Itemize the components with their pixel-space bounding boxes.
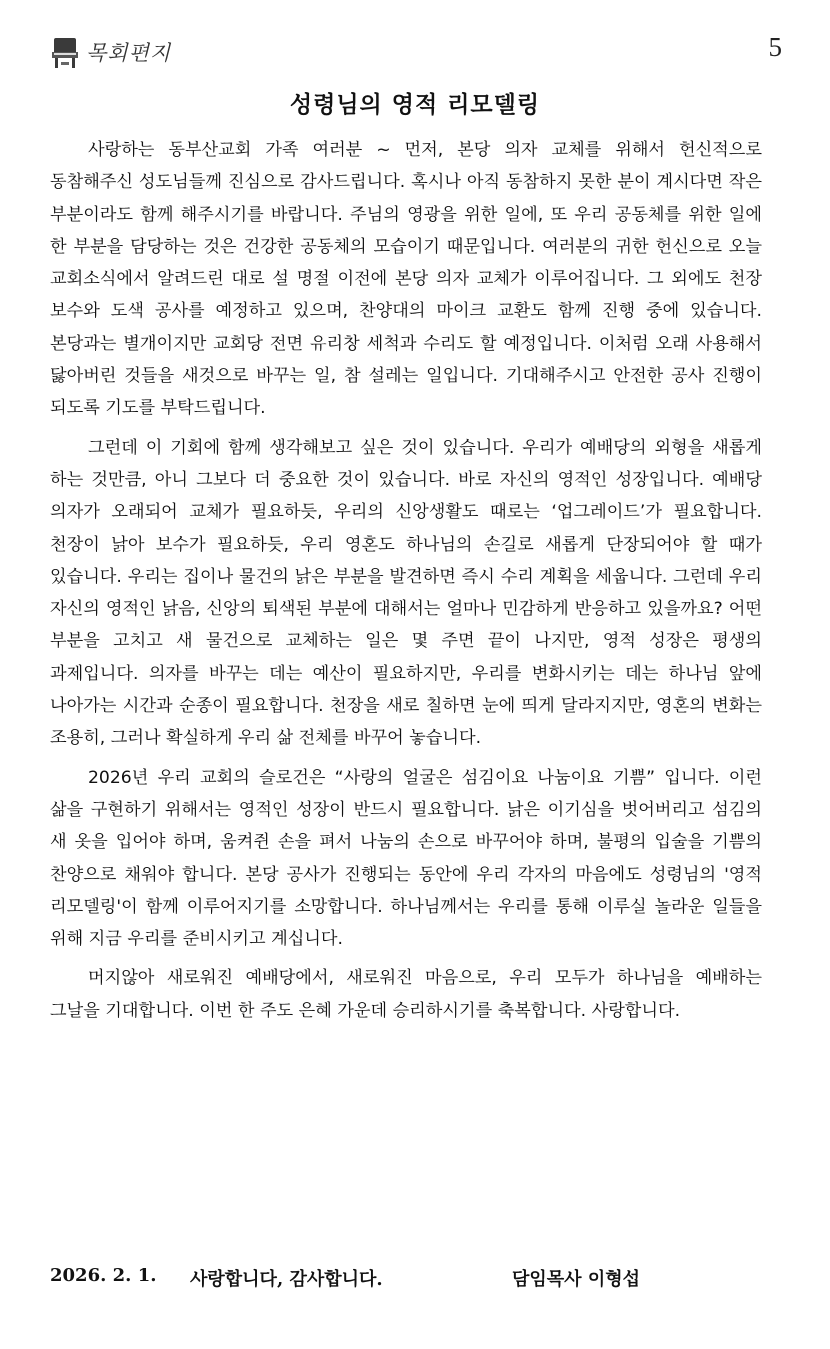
paragraph: 2026년 우리 교회의 슬로건은 “사랑의 얼굴은 섬김이요 나눔이요 기쁨” 입니다. 이런 삶을 구현하기 위해서는 영적인 성장이 반드시 필요합니다. 낡은 이기심을 벗어버리고 섬김의 새 옷을 입어야 하며, 움켜쥔 손을 펴서 나눔의 손으로 바꾸어야 하며, 불평의 입술을 기쁨의 찬양으로 채워야 합니다. 본당 공사가 진행되는 동안에 우리 각자의 마음에도 성령님의 '영적 리모델링'이 함께 이루어지기를 소망합니다. 하나님께서는 우리를 통해 이루실 놀라운 일들을 위해 지금 우리를 준비시키고 계십니다. <box>50 767 762 950</box>
closing-thanks: 사랑합니다, 감사합니다. <box>190 1269 383 1290</box>
paragraph: 그런데 이 기회에 함께 생각해보고 싶은 것이 있습니다. 우리가 예배당의 외형을 새롭게 하는 것만큼, 아니 그보다 더 중요한 것이 있습니다. 바로 자신의 영적인 성장입니다. 예배당 의자가 오래되어 교체가 필요하듯, 우리의 신앙생활도 때로는 ‘업그레이드’가 필요합니다. 천장이 낡아 보수가 필요하듯, 우리 영혼도 하나님의 손길로 새롭게 단장되어야 할 때가 있습니다. 우리는 집이나 물건의 낡은 부분을 발견하면 즉시 수리 계획을 세웁니다. 그런데 우리 자신의 영적인 낡음, 신앙의 퇴색된 부분에 대해서는 얼마나 민감하게 반응하고 있을까요? 어떤 부분을 고치고 새 물건으로 교체하는 일은 몇 주면 끝이 나지만, 영적 성장은 평생의 과제입니다. 의자를 바꾸는 데는 예산이 필요하지만, 우리를 변화시키는 데는 하나님 앞에 나아가는 시간과 순종이 필요합니다. 천장을 새로 칠하면 눈에 띄게 달라지지만, 영혼의 변화는 조용히, 그러나 확실하게 우리 삶 전체를 바꾸어 놓습니다. <box>50 437 762 749</box>
page-title: 성령님의 영적 리모델링 <box>289 92 541 118</box>
page-number: 5 <box>768 32 782 62</box>
page-header <box>50 32 171 72</box>
header-label: 목회편지 <box>86 41 172 65</box>
signature-line <box>50 1265 762 1291</box>
letter-date: 2026. 2. 1. <box>50 1265 157 1286</box>
pastor-name: 담임목사 이형섭 <box>512 1269 640 1290</box>
paragraph: 머지않아 새로워진 예배당에서, 새로워진 마음으로, 우리 모두가 하나님을 예배하는 그날을 기대합니다. 이번 한 주도 은혜 가운데 승리하시기를 축복합니다. 사랑합니다. <box>50 968 762 1021</box>
piano-icon <box>50 34 80 70</box>
letter-body <box>50 134 762 1034</box>
paragraph: 사랑하는 동부산교회 가족 여러분 ~ 먼저, 본당 의자 교체를 위해서 헌신적으로 동참해주신 성도님들께 진심으로 감사드립니다. 혹시나 아직 동참하지 못한 분이 계시다면 작은 부분이라도 함께 해주시기를 바랍니다. 주님의 영광을 위한 일에, 또 우리 공동체를 위한 일에 한 부분을 담당하는 것은 건강한 공동체의 모습이기 때문입니다. 여러분의 귀한 헌신으로 오늘 교회소식에서 알려드린 대로 설 명절 이전에 본당 의자 교체가 이루어집니다. 그 외에도 천장 보수와 도색 공사를 예정하고 있으며, 찬양대의 마이크 교환도 함께 진행 중에 있습니다. 본당과는 별개이지만 교회당 전면 유리창 세척과 수리도 할 예정입니다. 이처럼 오래 사용해서 닳아버린 것들을 새것으로 바꾸는 일, 참 설레는 일입니다. 기대해주시고 안전한 공사 진행이 되도록 기도를 부탁드립니다. <box>50 140 762 419</box>
